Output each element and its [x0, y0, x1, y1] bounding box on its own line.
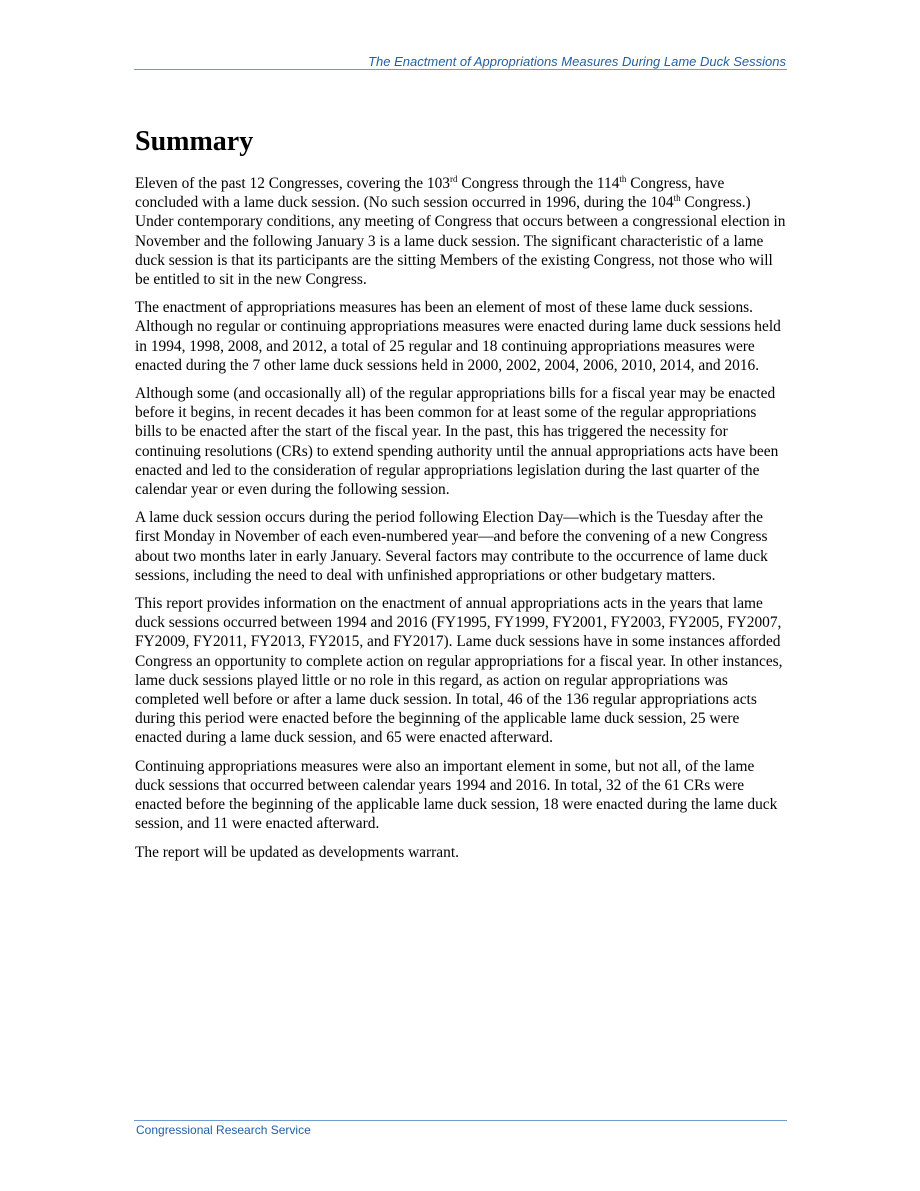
- paragraph-2: The enactment of appropriations measures has been an element of most of these lame duck sessions. Although no regular or continuing appropriations measures were enacted during lame duck sessions held in 1994, 1998, 2008, and 2012, a total of 25 regular and 18 continuing appropriations measures were enacted during the 7 other lame duck sessions held in 2000, 2002, 2004, 2006, 2010, 2014, and 2016.: [135, 299, 781, 374]
- ordinal-superscript: th: [673, 193, 681, 204]
- section-heading: Summary: [135, 126, 254, 157]
- paragraph-6: Continuing appropriations measures were also an important element in some, but not all, of the lame duck sessions that occurred between calendar years 1994 and 2016. In total, 32 of the 61 CRs were enacted before the beginning of the applicable lame duck session, 18 were enacted during the lame duck session, and 11 were enacted afterward.: [135, 757, 778, 833]
- running-header: The Enactment of Appropriations Measures During Lame Duck Sessions: [368, 54, 786, 69]
- footer-divider: [134, 1120, 787, 1121]
- p1-text-b: Congress through the 114: [457, 175, 620, 192]
- ordinal-superscript: th: [619, 173, 627, 184]
- paragraph-7: The report will be updated as developments warrant.: [135, 843, 459, 861]
- paragraph-1: [135, 174, 786, 289]
- paragraph-3: Although some (and occasionally all) of the regular appropriations bills for a fiscal year may be enacted before it begins, in recent decades it has been common for at least some of the regular appropriations bills to be enacted after the start of the fiscal year. In the past, this has triggered the necessity for continuing resolutions (CRs) to extend spending authority until the annual appropriations acts have been enacted and led to the consideration of regular appropriations legislation during the last quarter of the calendar year or even during the following session.: [135, 385, 779, 499]
- paragraph-5: This report provides information on the enactment of annual appropriations acts in the years that lame duck sessions occurred between 1994 and 2016 (FY1995, FY1999, FY2001, FY2003, FY2005, FY2007, FY2009, FY2011, FY2013, FY2015, and FY2017). Lame duck sessions have in some instances afforded Congress an opportunity to complete action on regular appropriations for a fiscal year. In other instances, lame duck sessions played little or no role in this regard, as action on regular appropriations was completed well before or after a lame duck session. In total, 46 of the 136 regular appropriations acts during this period were enacted before the beginning of the applicable lame duck session, 25 were enacted during a lame duck session, and 65 were enacted afterward.: [135, 595, 783, 747]
- p1-text-c: Congress, have concluded with a lame duck session. (No such session occurred in 1996, during the 104: [135, 175, 725, 212]
- footer-organization: Congressional Research Service: [136, 1123, 311, 1137]
- p1-text-a: Eleven of the past 12 Congresses, covering the 103: [135, 175, 451, 192]
- header-divider: [134, 69, 787, 70]
- ordinal-superscript: rd: [450, 173, 458, 184]
- summary-section: [135, 122, 786, 871]
- paragraph-4: A lame duck session occurs during the period following Election Day—which is the Tuesday after the first Monday in November of each even-numbered year—and before the convening of a new Congress about two months later in early January. Several factors may contribute to the occurrence of lame duck sessions, including the need to deal with unfinished appropriations or other budgetary matters.: [135, 509, 768, 584]
- p1-text-d: Congress.) Under contemporary conditions, any meeting of Congress that occurs between a congressional election in November and the following January 3 is a lame duck session. The significant characteristic of a lame duck session is that its participants are the sitting Members of the existing Congress, not those who will be entitled to sit in the new Congress.: [135, 194, 786, 289]
